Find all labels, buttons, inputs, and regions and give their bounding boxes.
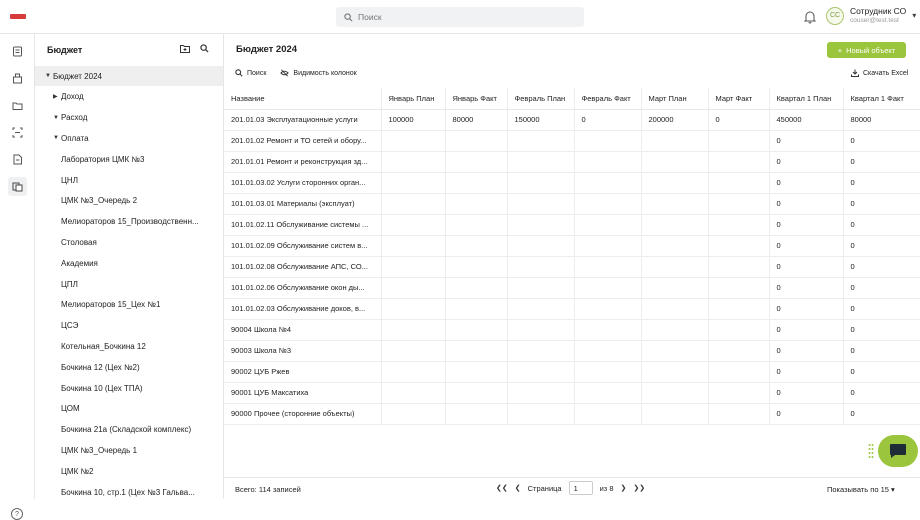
tree-node[interactable] [35,253,224,273]
value-cell [708,403,769,424]
value-cell [381,214,445,235]
value-cell [641,256,708,277]
tree-node-label: Мелиораторов 15_Производственн... [61,217,199,227]
tree-panel [35,34,224,499]
prev-page-icon[interactable]: ❮ [514,485,521,492]
value-cell [507,382,574,403]
column-header[interactable]: Квартал 1 Факт [843,88,920,109]
value-cell [507,403,574,424]
value-cell [507,340,574,361]
column-header[interactable]: Январь План [381,88,445,109]
value-cell: 0 [843,298,920,319]
value-cell [381,403,445,424]
top-bar [0,0,920,34]
value-cell [641,382,708,403]
tree-node-label: Бочкина 12 (Цех №2) [61,362,140,372]
table-body [224,109,920,424]
value-cell [574,235,641,256]
value-cell [445,361,507,382]
first-page-icon[interactable]: ❮❮ [496,485,508,492]
value-cell [381,361,445,382]
column-header[interactable]: Квартал 1 План [769,88,843,109]
bell-icon[interactable] [803,10,817,24]
value-cell [574,340,641,361]
column-visibility-label: Видимость колонок [293,69,357,77]
page-input[interactable]: 1 [569,481,593,495]
document-icon[interactable] [8,42,27,61]
tree-node[interactable] [35,420,224,440]
value-cell: 100000 [381,109,445,130]
table-row[interactable] [224,361,920,382]
new-object-label: Новый объект [846,45,896,55]
tree-node-label: ЦМК №3_Очередь 1 [61,445,138,455]
value-cell: 0 [843,382,920,403]
column-header[interactable]: Март План [641,88,708,109]
value-cell: 80000 [445,109,507,130]
tree-node-label: Столовая [61,237,97,247]
row-name-cell[interactable]: 90001 ЦУБ Максатиха [224,382,381,403]
value-cell: 0 [843,214,920,235]
table-row[interactable] [224,298,920,319]
tree-node[interactable] [35,461,224,481]
chat-button[interactable] [878,435,918,467]
value-cell: 200000 [641,109,708,130]
avatar[interactable]: СС [826,7,844,25]
new-object-button[interactable] [827,42,906,58]
value-cell [708,298,769,319]
value-cell: 0 [769,256,843,277]
value-cell [708,151,769,172]
tree-node[interactable] [35,399,224,419]
tree-node-label: ЦМК №2 [61,466,94,476]
value-cell [708,382,769,403]
tree-node[interactable] [35,440,224,460]
value-cell [445,340,507,361]
tree-node-label: Бочкина 10, стр.1 (Цех №3 Гальва... [61,487,195,497]
value-cell [445,403,507,424]
table-search-button[interactable] [235,69,266,77]
value-cell: 0 [769,298,843,319]
value-cell: 0 [769,382,843,403]
value-cell: 0 [769,403,843,424]
value-cell: 80000 [843,109,920,130]
tree-header [35,34,223,66]
table-row[interactable] [224,277,920,298]
value-cell [381,277,445,298]
table-row[interactable] [224,319,920,340]
value-cell [574,382,641,403]
value-cell: 0 [708,109,769,130]
table-row[interactable] [224,235,920,256]
budget-table [224,88,920,425]
value-cell: 0 [769,319,843,340]
value-cell [381,382,445,403]
value-cell [708,319,769,340]
value-cell: 0 [843,256,920,277]
budget-icon[interactable] [8,177,27,196]
row-name-cell[interactable]: 101.01.02.06 Обслуживание окон ды... [224,277,381,298]
value-cell: 0 [843,235,920,256]
value-cell: 0 [769,235,843,256]
last-page-icon[interactable]: ❯❯ [633,485,646,492]
table-row[interactable] [224,340,920,361]
table-search-label: Поиск [247,69,267,77]
table-row[interactable] [224,193,920,214]
tree-node[interactable] [35,149,224,169]
tree-node-label: Расход [61,113,88,123]
value-cell [445,172,507,193]
tree-node-label: Бочкина 10 (Цех ТПА) [61,383,143,393]
value-cell: 0 [574,109,641,130]
main-content [224,34,920,499]
value-cell [574,256,641,277]
chevron-down-icon: ▾ [891,485,895,494]
value-cell [641,298,708,319]
value-cell: 150000 [507,109,574,130]
tree-node[interactable] [35,336,224,356]
tree-node-label: Мелиораторов 15_Цех №1 [61,300,161,310]
row-name-cell[interactable]: 90000 Прочее (сторонние объекты) [224,403,381,424]
chevron-down-icon[interactable]: ▾ [912,11,917,20]
tree-node[interactable] [35,378,224,398]
value-cell [381,256,445,277]
value-cell [708,193,769,214]
value-cell [507,256,574,277]
caret-down-icon[interactable]: ▼ [45,73,51,79]
tree-node-label: Доход [61,92,84,102]
tree-node-label: Оплата [61,133,89,143]
value-cell: 0 [769,130,843,151]
tree-node[interactable] [35,108,224,128]
tree-node-label: Академия [61,258,98,268]
value-cell: 0 [769,151,843,172]
table-row[interactable] [224,214,920,235]
table-row[interactable] [224,130,920,151]
value-cell [574,361,641,382]
value-cell: 0 [769,277,843,298]
user-name: Сотрудник СО [850,6,907,16]
file-icon[interactable] [8,150,27,169]
tree-node-label: ЦПЛ [61,279,78,289]
value-cell [507,319,574,340]
value-cell [381,151,445,172]
download-icon [851,69,859,77]
row-name-cell[interactable]: 101.01.02.03 Обслуживание доков, в... [224,298,381,319]
value-cell [574,277,641,298]
plus-icon: + [837,45,843,55]
value-cell [445,214,507,235]
value-cell [445,382,507,403]
value-cell [641,319,708,340]
download-excel-label: Скачать Excel [863,69,909,77]
tree-node-label: ЦНЛ [61,175,78,185]
total-records: Всего: 114 записей [235,485,301,494]
value-cell [445,151,507,172]
value-cell: 0 [769,340,843,361]
tree-node-label: Бюджет 2024 [53,71,102,81]
left-rail [0,34,35,518]
value-cell [574,151,641,172]
value-cell: 0 [843,319,920,340]
value-cell [381,172,445,193]
row-name-cell[interactable]: 201.01.02 Ремонт и ТО сетей и обору... [224,130,381,151]
tree-node[interactable] [35,212,224,232]
value-cell [708,214,769,235]
value-cell [574,193,641,214]
column-header[interactable]: Февраль Факт [574,88,641,109]
caret-down-icon[interactable]: ▼ [53,114,59,121]
eye-off-icon [280,69,289,77]
value-cell: 0 [769,172,843,193]
value-cell [381,340,445,361]
value-cell [641,172,708,193]
page-count: из 8 [599,483,614,493]
tree-node-label: Лаборатория ЦМК №3 [61,154,145,164]
tree-node[interactable] [35,170,224,190]
table-row[interactable] [224,109,920,130]
value-cell: 0 [769,214,843,235]
value-cell [445,298,507,319]
value-cell [641,361,708,382]
search-icon[interactable] [200,44,209,53]
row-name-cell[interactable]: 101.01.03.01 Материалы (эксплуат) [224,193,381,214]
value-cell [574,319,641,340]
value-cell: 0 [769,361,843,382]
tree-node-label: Бочкина 21а (Складской комплекс) [61,425,192,435]
tree-node[interactable] [35,87,224,107]
value-cell [708,256,769,277]
value-cell [641,340,708,361]
global-search[interactable] [336,7,584,27]
value-cell: 0 [843,340,920,361]
value-cell [381,319,445,340]
value-cell [708,277,769,298]
value-cell [507,298,574,319]
table-header-row [224,88,920,109]
value-cell: 0 [843,403,920,424]
row-name-cell[interactable]: 201.01.03 Эксплуатационные услуги [224,109,381,130]
value-cell [381,130,445,151]
tree-node[interactable] [35,316,224,336]
value-cell [574,403,641,424]
value-cell [507,130,574,151]
help-icon[interactable]: ? [11,508,23,520]
value-cell [641,277,708,298]
column-header[interactable]: Март Факт [708,88,769,109]
row-name-cell[interactable]: 90002 ЦУБ Ржев [224,361,381,382]
tree-node-label: ЦСЭ [61,321,79,331]
value-cell [574,172,641,193]
value-cell [445,277,507,298]
value-cell [708,172,769,193]
value-cell [708,235,769,256]
row-name-cell[interactable]: 201.01.01 Ремонт и реконструкция зд... [224,151,381,172]
pagination [496,481,645,495]
tree-node-label: ЦМК №3_Очередь 2 [61,196,138,206]
add-folder-icon[interactable] [180,44,190,53]
tree-node[interactable] [35,232,224,252]
table-row[interactable] [224,382,920,403]
row-name-cell[interactable]: 101.01.02.08 Обслуживание АПС, СО... [224,256,381,277]
building-icon[interactable] [8,69,27,88]
page-size-label: Показывать по 15 [827,485,889,494]
column-header[interactable]: Январь Факт [445,88,507,109]
download-excel-button[interactable] [851,69,908,77]
search-input[interactable] [358,12,558,22]
row-name-cell[interactable]: 101.01.02.09 Обслуживание систем в... [224,235,381,256]
tree-title: Бюджет [47,45,83,55]
value-cell [445,235,507,256]
value-cell [708,130,769,151]
chat-icon [889,443,907,459]
page-size-select[interactable] [827,485,895,494]
value-cell [445,256,507,277]
value-cell: 0 [769,193,843,214]
user-email: couser@test.test [850,17,899,24]
tree-node[interactable] [35,128,224,148]
value-cell [507,151,574,172]
value-cell [507,277,574,298]
value-cell [641,235,708,256]
value-cell [507,235,574,256]
caret-down-icon[interactable]: ▼ [53,135,59,142]
value-cell [641,403,708,424]
search-icon [344,13,353,22]
value-cell: 0 [843,193,920,214]
tree-node[interactable] [35,66,224,86]
value-cell: 0 [843,151,920,172]
row-name-cell[interactable]: 101.01.03.02 Услуги сторонних орган... [224,172,381,193]
column-header[interactable]: Название [224,88,381,109]
app-logo[interactable] [10,14,26,19]
column-header[interactable]: Февраль План [507,88,574,109]
user-menu[interactable] [826,6,916,25]
tree-node-label: ЦОМ [61,404,80,414]
tree-node[interactable] [35,274,224,294]
row-name-cell[interactable]: 90003 Школа №3 [224,340,381,361]
table-row[interactable] [224,403,920,424]
value-cell [708,340,769,361]
column-visibility-button[interactable] [280,69,356,77]
value-cell [507,214,574,235]
value-cell [507,361,574,382]
tree-node[interactable] [35,482,224,499]
value-cell [574,214,641,235]
tree-node-label: Котельная_Бочкина 12 [61,341,146,351]
table-row[interactable] [224,172,920,193]
drag-handle-icon[interactable] [868,443,874,459]
table-footer [224,477,920,499]
value-cell [381,193,445,214]
value-cell [641,151,708,172]
value-cell [574,298,641,319]
value-cell [445,193,507,214]
value-cell: 450000 [769,109,843,130]
folder-icon[interactable] [8,96,27,115]
value-cell [507,193,574,214]
row-name-cell[interactable]: 101.01.02.11 Обслуживание системы ... [224,214,381,235]
caret-right-icon[interactable]: ▶ [53,94,58,101]
value-cell [381,298,445,319]
value-cell [641,214,708,235]
value-cell [708,361,769,382]
value-cell [445,130,507,151]
search-icon [235,69,243,77]
table-row[interactable] [224,256,920,277]
tree-node[interactable] [35,357,224,377]
value-cell [641,130,708,151]
value-cell: 0 [843,277,920,298]
scan-icon[interactable] [8,123,27,142]
page-label: Страница [527,483,562,493]
value-cell [641,193,708,214]
value-cell [574,130,641,151]
row-name-cell[interactable]: 90004 Школа №4 [224,319,381,340]
page-title: Бюджет 2024 [236,44,298,55]
value-cell: 0 [843,130,920,151]
value-cell [381,235,445,256]
table-row[interactable] [224,151,920,172]
value-cell [507,172,574,193]
next-page-icon[interactable]: ❯ [620,485,627,492]
value-cell: 0 [843,361,920,382]
tree-node[interactable] [35,295,224,315]
tree-node[interactable] [35,191,224,211]
value-cell: 0 [843,172,920,193]
value-cell [445,319,507,340]
